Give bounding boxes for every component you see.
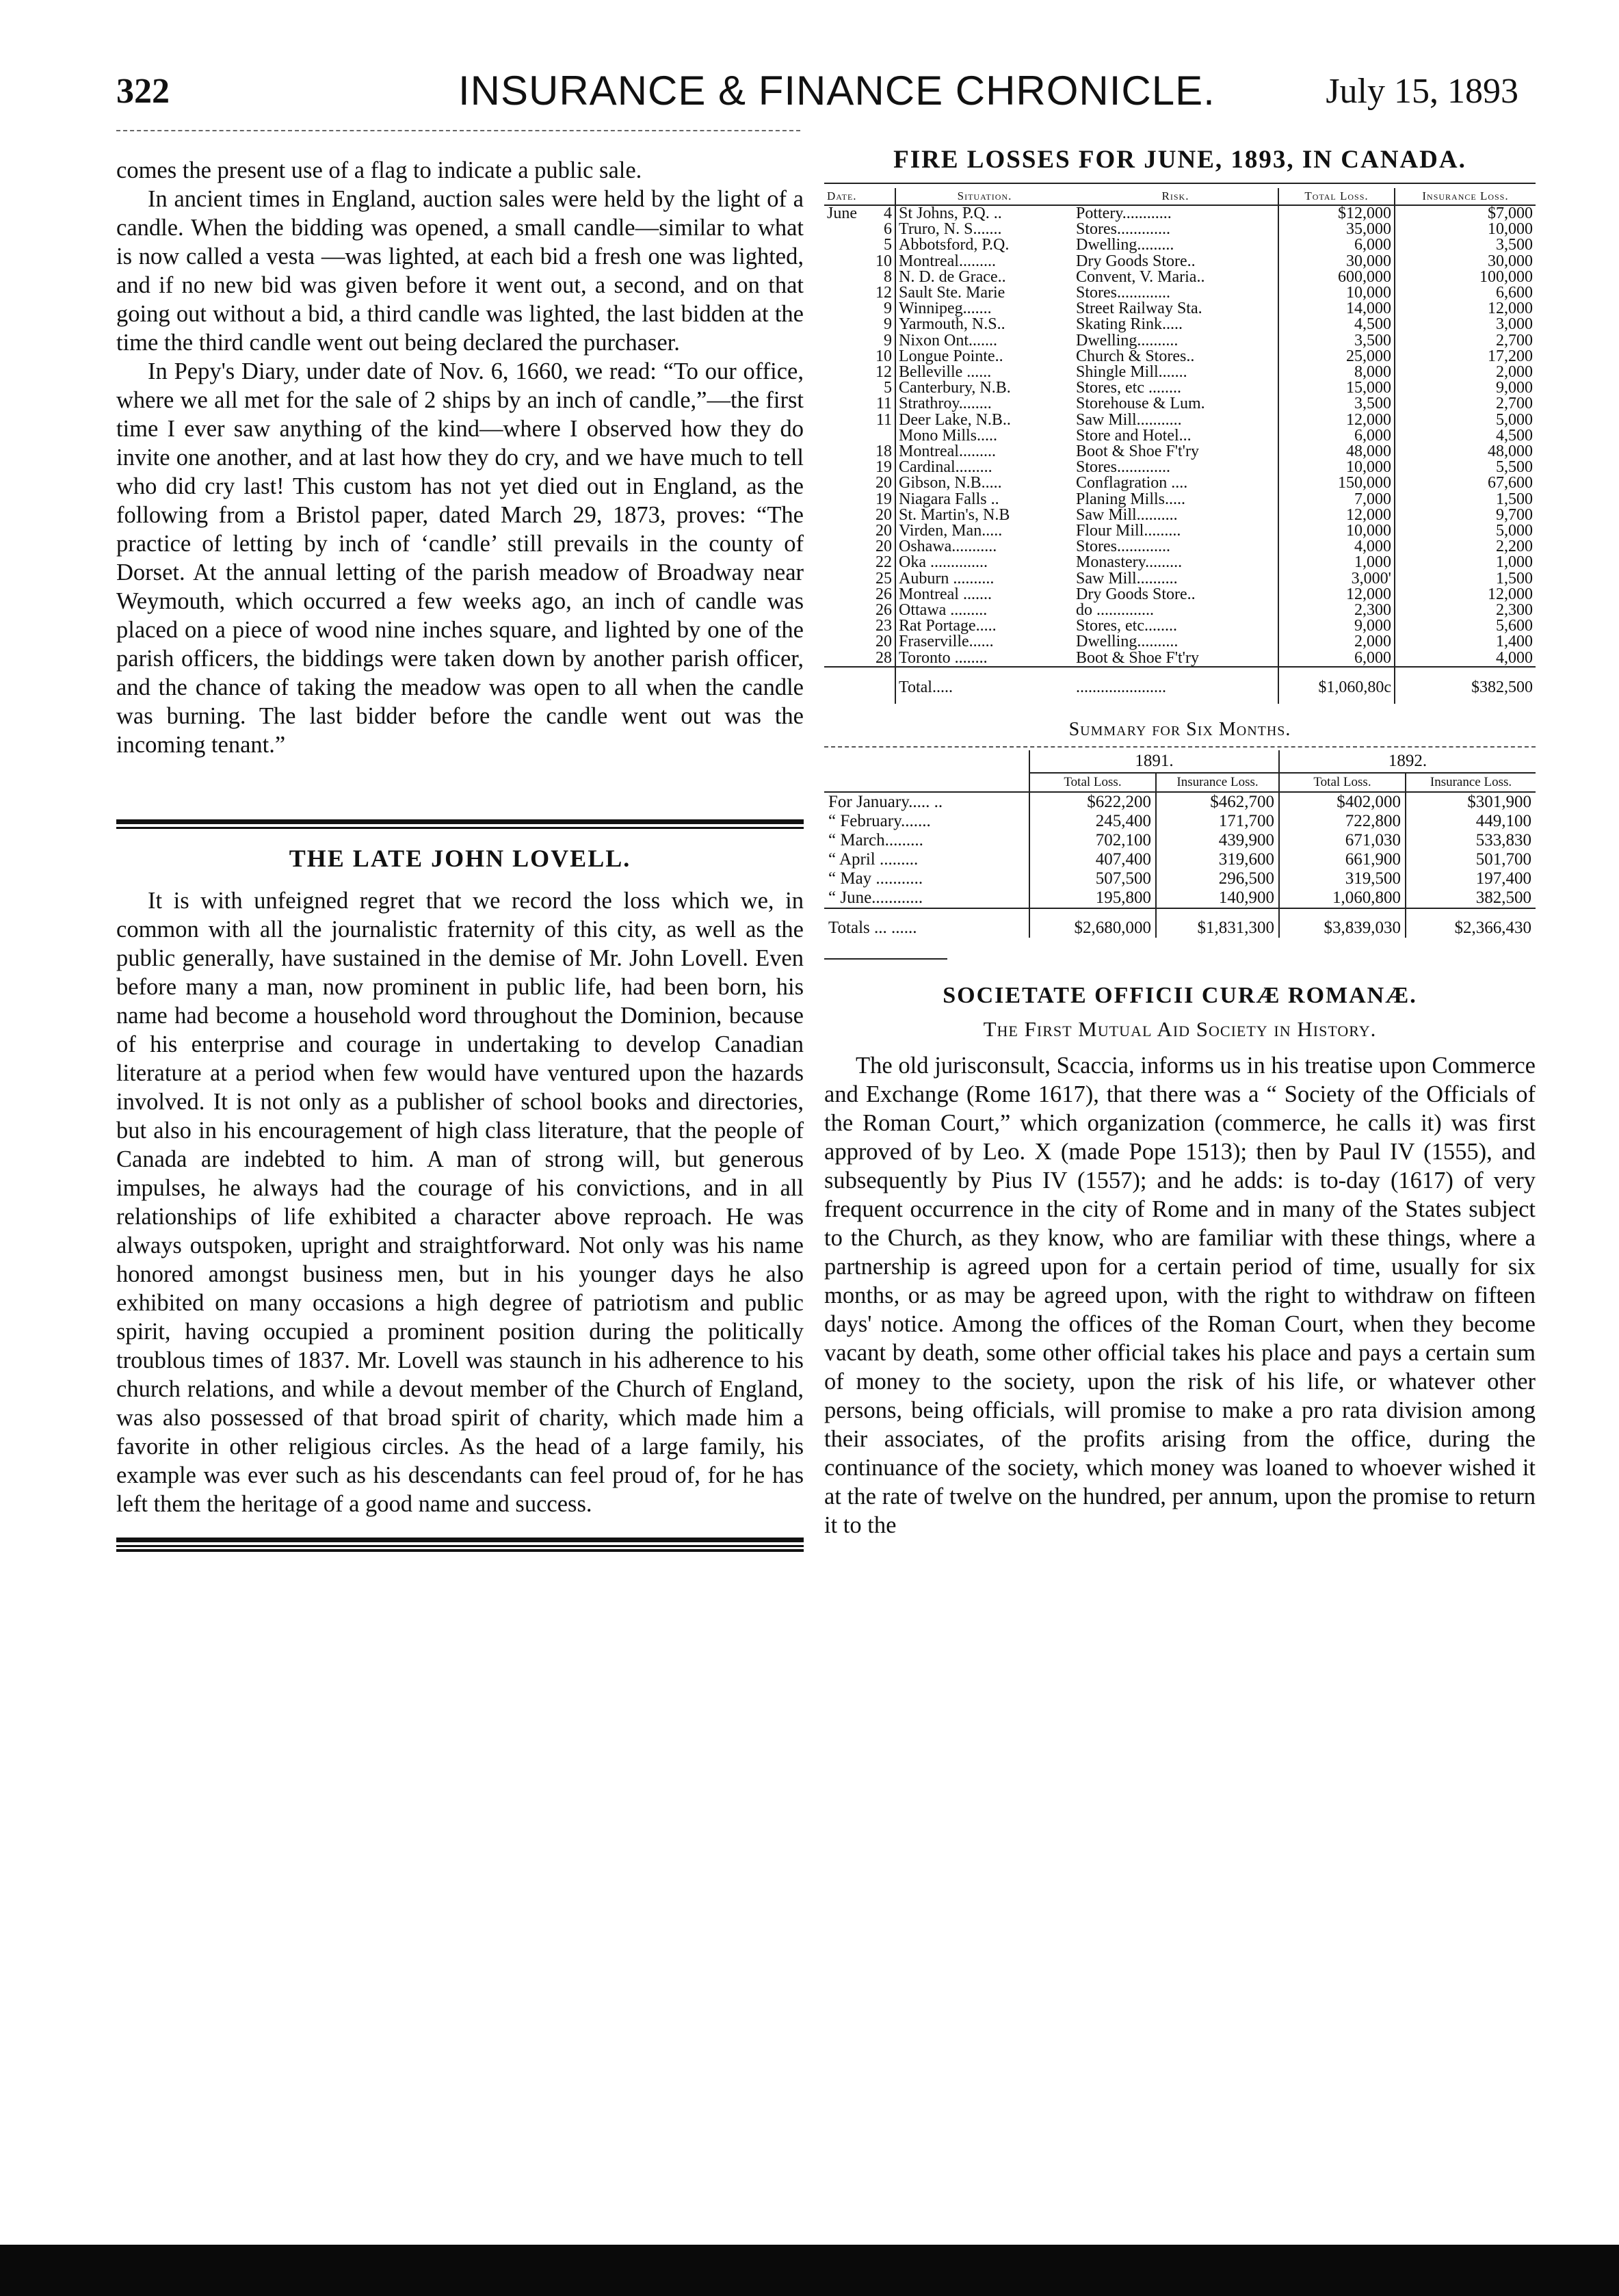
page-number: 322 [116,72,170,111]
row-total-loss: 12,000 [1278,507,1395,523]
row-day: 26 [876,601,892,620]
row-insurance-loss: 12,000 [1395,301,1536,317]
fire-table-row [824,618,1536,634]
row-situation: Virden, Man..... [895,523,1073,539]
row-day: 23 [876,617,892,635]
row-situation: Montreal......... [895,444,1073,460]
row-insurance-loss: 1,400 [1395,634,1536,650]
row-risk: Stores............. [1076,538,1170,556]
scan-edge-bar [0,2245,1619,2296]
row-total-loss: 600,000 [1278,269,1395,285]
header-rule [116,130,800,131]
row-month [824,555,867,570]
row-month [824,269,867,285]
summary-value: 319,600 [1156,850,1279,869]
summary-year-row [824,750,1536,773]
row-total-loss: 3,500 [1278,396,1395,412]
fire-table-row [824,396,1536,412]
summary-value: 533,830 [1406,831,1536,850]
row-month [824,603,867,618]
summary-table-body [824,792,1536,938]
row-risk: Stores............. [1076,458,1170,477]
fire-table-row [824,317,1536,332]
row-insurance-loss: 4,000 [1395,650,1536,667]
summary-value: 671,030 [1279,831,1406,850]
summary-value: 171,700 [1156,812,1279,831]
row-insurance-loss: 1,500 [1395,492,1536,507]
row-risk: Planing Mills..... [1076,490,1186,508]
row-insurance-loss: 3,000 [1395,317,1536,332]
total-spacer [824,667,867,704]
row-month [824,254,867,269]
row-month [824,380,867,396]
row-situation: N. D. de Grace.. [895,269,1073,285]
row-situation: Longue Pointe.. [895,349,1073,365]
row-total-loss: 48,000 [1278,444,1395,460]
row-insurance-loss: 9,000 [1395,380,1536,396]
row-total-loss: 6,000 [1278,237,1395,253]
societate-subtitle: The First Mutual Aid Society in History. [983,1017,1377,1042]
fire-table-row [824,444,1536,460]
row-insurance-loss: 4,500 [1395,428,1536,444]
row-total-loss: 10,000 [1278,523,1395,539]
summary-value: $2,680,000 [1029,908,1156,938]
summary-label: For January..... .. [828,793,943,812]
summary-subheader-row [824,773,1536,792]
summary-value: 407,400 [1029,850,1156,869]
fire-table-row [824,285,1536,301]
fire-table-row [824,349,1536,365]
fire-table-row [824,523,1536,539]
row-month [824,285,867,301]
row-total-loss: 14,000 [1278,301,1395,317]
masthead-title: INSURANCE & FINANCE CHRONICLE. [458,68,1215,114]
fire-table-row [824,555,1536,570]
fire-table-row [824,237,1536,253]
summary-label: “ April ......... [828,850,919,869]
summary-label: “ June............ [828,888,923,908]
summary-row [824,869,1536,888]
row-risk: Monastery......... [1076,553,1183,572]
row-insurance-loss: 48,000 [1395,444,1536,460]
row-risk: Church & Stores.. [1076,347,1195,365]
summary-value: 195,800 [1029,888,1156,908]
row-month [824,475,867,491]
row-month [824,492,867,507]
row-insurance-loss: 67,600 [1395,475,1536,491]
summary-value: $301,900 [1406,792,1536,812]
row-total-loss: 4,000 [1278,539,1395,555]
row-risk: Boot & Shoe F't'ry [1076,443,1199,461]
row-month [824,650,867,667]
row-situation: Strathroy........ [895,396,1073,412]
row-insurance-loss: 1,500 [1395,571,1536,587]
summary-value: $1,831,300 [1156,908,1279,938]
row-insurance-loss: 17,200 [1395,349,1536,365]
row-insurance-loss: 5,000 [1395,412,1536,428]
row-insurance-loss: 2,000 [1395,365,1536,380]
row-day: 26 [876,585,892,603]
fire-losses-table [824,188,1536,704]
summary-value: 245,400 [1029,812,1156,831]
row-situation: Rat Portage..... [895,618,1073,634]
row-day: 19 [876,458,892,477]
row-situation: Truro, N. S....... [895,222,1073,237]
row-risk: Dry Goods Store.. [1076,252,1196,270]
row-month [824,222,867,237]
row-day: 18 [876,443,892,461]
row-total-loss: 10,000 [1278,285,1395,301]
summary-label: “ February....... [828,812,931,831]
row-month [824,460,867,475]
row-situation: Auburn .......... [895,571,1073,587]
summary-totals-row [824,908,1536,938]
fire-table-row [824,587,1536,603]
end-divider-thin [116,1549,804,1552]
row-situation: Oshawa........... [895,539,1073,555]
row-month [824,634,867,650]
total-spacer [867,667,895,704]
row-insurance-loss: 10,000 [1395,222,1536,237]
row-insurance-loss: 100,000 [1395,269,1536,285]
summary-value: 449,100 [1406,812,1536,831]
row-situation: St Johns, P.Q. .. [895,205,1073,222]
summary-row [824,850,1536,869]
fire-table-row [824,365,1536,380]
fire-table-header [824,188,1536,205]
row-month [824,444,867,460]
row-insurance-loss: 30,000 [1395,254,1536,269]
row-day: 20 [876,633,892,651]
page-header [116,67,1518,122]
row-month [824,587,867,603]
row-risk: Flour Mill......... [1076,522,1181,540]
row-month [824,539,867,555]
header-situation: Situation. [895,188,1073,205]
subheader-total-1892: Total Loss. [1279,773,1406,792]
row-situation: Sault Ste. Marie [895,285,1073,301]
societate-title: SOCIETATE OFFICII CURÆ ROMANÆ. [943,983,1417,1009]
row-total-loss: $12,000 [1278,205,1395,222]
row-day [867,428,895,444]
row-day: 20 [876,538,892,556]
row-total-loss: 35,000 [1278,222,1395,237]
table-top-rule [824,183,1536,184]
summary-value: 1,060,800 [1279,888,1406,908]
row-risk: Dwelling.......... [1076,633,1179,651]
row-day: 20 [876,522,892,540]
row-day: 9 [884,300,892,318]
row-total-loss: 2,000 [1278,634,1395,650]
total-label: Total..... [895,667,1073,704]
row-month [824,412,867,428]
year-1892: 1892. [1279,750,1536,773]
summary-value: 722,800 [1279,812,1406,831]
row-risk: Saw Mill........... [1076,410,1182,429]
total-dots: ...................... [1076,678,1166,696]
fire-table-row [824,222,1536,237]
row-month [824,237,867,253]
row-month [824,317,867,332]
fire-table-row [824,412,1536,428]
left-column [116,137,804,1552]
row-month [824,301,867,317]
row-risk: Dwelling.......... [1076,331,1179,349]
row-insurance-loss: 2,300 [1395,603,1536,618]
total-insurance: $382,500 [1395,667,1536,704]
summary-value: 507,500 [1029,869,1156,888]
row-month: June [827,204,857,222]
row-insurance-loss: 6,600 [1395,285,1536,301]
row-insurance-loss: 5,500 [1395,460,1536,475]
summary-value: 140,900 [1156,888,1279,908]
summary-row [824,792,1536,812]
row-total-loss: 150,000 [1278,475,1395,491]
row-situation: Niagara Falls .. [895,492,1073,507]
societate-article: The old jurisconsult, Scaccia, informs us in his treatise upon Commerce and Exchange (Rome 1617), that there was a “ Society of the Officials of the Roman Court,” which organization (commerce, he calls it) was first approved of by Leo. X (made Pope 1513); then by Paul IV (1555), and subsequently by Pius IV (1557); and he adds: is to-day (1617) of very frequent occurrence in the city of Rome and in many of the States subject to the Church, as they know, who are familiar with these things, where a partnership is agreed upon for a certain period of time, usually for six months, or as may be agreed upon, with the right to withdraw on fifteen days' notice. Among the offices of the Roman Court, when they become vacant by death, some other official takes his place and pays a certain sum of money to the society, upon the risk of his life, or whatever other persons, being officials, will promise to make a pro rata division among their associates, of the profits arising from the office, during the continuance of the society, which money was loaned to whoever wished it at the rate of twelve on the hundred, per annum, upon the promise to return it to the [824,1053,1536,1539]
row-day: 10 [876,252,892,270]
summary-row [824,831,1536,850]
section-divider [116,819,804,829]
row-risk: Skating Rink..... [1076,315,1183,334]
fire-table-row [824,603,1536,618]
row-situation: Oka .............. [895,555,1073,570]
intro-paragraph-2: In ancient times in England, auction sales were held by the light of a candle. When the bidding was opened, a small candle—similar to what is now called a vesta —was lighted, at each bid a fresh one was lighted, and if no new bid was given before it went out, a second, and on that going out without a bid, a third candle was lighted, the last bidden at the time the third candle went out being declared the purchaser. [116,186,804,356]
row-month [824,365,867,380]
row-month [824,428,867,444]
row-month [824,396,867,412]
summary-value: 702,100 [1029,831,1156,850]
row-total-loss: 2,300 [1278,603,1395,618]
row-situation: Canterbury, N.B. [895,380,1073,396]
row-total-loss: 10,000 [1278,460,1395,475]
row-total-loss: 8,000 [1278,365,1395,380]
row-day: 19 [876,490,892,508]
fire-table-row [824,380,1536,396]
row-day: 5 [884,379,892,397]
row-day: 20 [876,474,892,492]
total-loss: $1,060,80c [1278,667,1395,704]
subheader-insurance-1891: Insurance Loss. [1156,773,1279,792]
row-risk: Street Railway Sta. [1076,300,1202,318]
row-risk: do .............. [1076,601,1154,620]
row-day: 9 [884,331,892,349]
row-insurance-loss: 2,700 [1395,396,1536,412]
row-risk: Dry Goods Store.. [1076,585,1196,603]
row-risk: Pottery............ [1076,204,1172,222]
row-month [824,618,867,634]
fire-table-row [824,333,1536,349]
fire-table-title: FIRE LOSSES FOR JUNE, 1893, IN CANADA. [893,146,1466,174]
summary-value: $402,000 [1279,792,1406,812]
fire-table-row [824,428,1536,444]
summary-table [824,750,1536,938]
row-day: 8 [884,267,892,286]
row-situation: Abbotsford, P.Q. [895,237,1073,253]
row-risk: Saw Mill.......... [1076,505,1178,524]
row-month [824,571,867,587]
header-risk: Risk. [1161,189,1189,202]
row-risk: Dwelling......... [1076,236,1174,254]
subheader-total-1891: Total Loss. [1029,773,1156,792]
row-insurance-loss: $7,000 [1395,205,1536,222]
row-day: 6 [884,220,892,239]
fire-table-total-row [824,667,1536,704]
row-situation: Cardinal......... [895,460,1073,475]
row-insurance-loss: 5,000 [1395,523,1536,539]
row-total-loss: 12,000 [1278,412,1395,428]
row-day: 28 [876,648,892,667]
fire-table-row [824,634,1536,650]
summary-value: 661,900 [1279,850,1406,869]
row-day: 20 [876,505,892,524]
summary-row [824,888,1536,908]
row-insurance-loss: 2,200 [1395,539,1536,555]
row-insurance-loss: 1,000 [1395,555,1536,570]
row-risk: Convent, V. Maria.. [1076,267,1205,286]
summary-value: 296,500 [1156,869,1279,888]
row-total-loss: 7,000 [1278,492,1395,507]
row-total-loss: 6,000 [1278,650,1395,667]
end-divider [116,1538,804,1547]
fire-table-row [824,650,1536,667]
row-risk: Conflagration .... [1076,474,1188,492]
summary-value: 319,500 [1279,869,1406,888]
row-risk: Storehouse & Lum. [1076,395,1205,413]
summary-value: 501,700 [1406,850,1536,869]
row-insurance-loss: 3,500 [1395,237,1536,253]
row-situation: Montreal......... [895,254,1073,269]
fire-table-row [824,539,1536,555]
row-situation: St. Martin's, N.B [895,507,1073,523]
header-total-loss: Total Loss. [1278,188,1395,205]
issue-date: July 15, 1893 [1326,72,1518,111]
row-situation: Montreal ....... [895,587,1073,603]
row-risk: Shingle Mill....... [1076,363,1187,382]
row-total-loss: 4,500 [1278,317,1395,332]
row-total-loss: 25,000 [1278,349,1395,365]
summary-label: “ March......... [828,831,923,850]
right-column [824,137,1536,1540]
row-situation: Belleville ...... [895,365,1073,380]
row-day: 11 [876,410,892,429]
year-1891: 1891. [1029,750,1279,773]
intro-paragraph-1: comes the present use of a flag to indicate a public sale. [116,157,642,183]
fire-table-row [824,460,1536,475]
row-situation: Winnipeg....... [895,301,1073,317]
header-date: Date. [827,189,857,202]
subheader-insurance-1892: Insurance Loss. [1406,773,1536,792]
row-total-loss: 3,500 [1278,333,1395,349]
row-day: 9 [884,315,892,334]
summary-bottom-rule [824,958,947,960]
row-day: 22 [876,553,892,572]
row-risk: Boot & Shoe F't'ry [1076,648,1199,667]
row-risk: Stores, etc ........ [1076,379,1181,397]
fire-table-body [824,205,1536,704]
row-day: 4 [884,204,892,222]
row-risk: Saw Mill.......... [1076,569,1178,588]
row-total-loss: 15,000 [1278,380,1395,396]
header-insurance-loss: Insurance Loss. [1395,188,1536,205]
row-month [824,507,867,523]
fire-table-row [824,254,1536,269]
row-day: 10 [876,347,892,365]
row-day: 5 [884,236,892,254]
row-insurance-loss: 5,600 [1395,618,1536,634]
row-risk: Store and Hotel... [1076,426,1192,445]
row-total-loss: 6,000 [1278,428,1395,444]
row-situation: Mono Mills..... [895,428,1073,444]
row-total-loss: 3,000' [1278,571,1395,587]
fire-table-row [824,475,1536,491]
summary-value: 439,900 [1156,831,1279,850]
row-day: 12 [876,363,892,382]
row-day: 12 [876,284,892,302]
row-risk: Stores............. [1076,284,1170,302]
fire-table-row [824,205,1536,222]
fire-table-row [824,492,1536,507]
row-risk: Stores............. [1076,220,1170,239]
summary-label: “ May ........... [828,869,923,888]
lovell-title: THE LATE JOHN LOVELL. [289,845,631,872]
row-situation: Deer Lake, N.B.. [895,412,1073,428]
row-risk: Stores, etc........ [1076,617,1177,635]
fire-table-row [824,507,1536,523]
row-insurance-loss: 2,700 [1395,333,1536,349]
row-month [824,333,867,349]
summary-value: $2,366,430 [1406,908,1536,938]
row-situation: Ottawa ......... [895,603,1073,618]
summary-label: Totals ... ...... [828,919,917,938]
summary-value: 382,500 [1406,888,1536,908]
summary-value: $462,700 [1156,792,1279,812]
summary-title: Summary for Six Months. [1068,719,1291,741]
row-month [824,523,867,539]
row-total-loss: 30,000 [1278,254,1395,269]
lovell-article: It is with unfeigned regret that we record the loss which we, in common with all the journalistic fraternity of this city, as well as the public generally, have sustained in the demise of Mr. John Lovell. Even before many a man, now prominent in public life, had been born, his name had become a household word throughout the Dominion, because of his enterprise and courage in undertaking to develop Canadian literature at a period when few would have ventured upon the hazards involved. It is not only as a publisher of school books and directories, but also in his encouragement of high class literature, that the people of Canada are indebted to him. A man of strong will, but generous impulses, he always had the courage of his convictions, and in all relationships of life exhibited a character above reproach. He was always outspoken, upright and straightforward. Not only was his name honored amongst business men, but in his younger days he also exhibited on many occasions a high degree of patriotism and public spirit, having occupied a prominent position during the politically troublous times of 1837. Mr. Lovell was staunch in his adherence to his church relations, and while a devout member of the Church of England, was also possessed of that broad spirit of charity, which made him a favorite in other religious circles. As the head of a large family, his example was ever such as his descendants can feel proud of, for he has left them the heritage of a good name and success. [116,888,804,1517]
summary-top-rule [824,746,1536,748]
row-situation: Fraserville...... [895,634,1073,650]
fire-table-row [824,269,1536,285]
summary-row [824,812,1536,831]
row-situation: Toronto ........ [895,650,1073,667]
summary-value: $622,200 [1029,792,1156,812]
row-situation: Yarmouth, N.S.. [895,317,1073,332]
fire-table-row [824,301,1536,317]
row-situation: Gibson, N.B..... [895,475,1073,491]
row-day: 25 [876,569,892,588]
intro-paragraph-3: In Pepy's Diary, under date of Nov. 6, 1660, we read: “To our office, where we all met for the sale of 2 ships by an inch of candle,”—the first time I ever saw anything of the kind—where I observed how they do invite one another, and at last how they do cry, and we have much to tell who did cry last! This custom has not yet died out in England, as the following from a Bristol paper, dated March 29, 1873, proves: “The practice of letting by inch of ‘candle’ still prevails in the county of Dorset. At the annual letting of the parish meadow of Broadway near Weymouth, which occurred a few weeks ago, an inch of candle was placed on a piece of wood nine inches square, and lighted by one of the parish officers, the biddings were taken down by another parish officer, and the chance of taking the meadow was open to all when the candle was burning. The last bidder before the candle went out was the incoming tenant.” [116,358,804,758]
summary-value: $3,839,030 [1279,908,1406,938]
fire-table-row [824,571,1536,587]
row-situation: Nixon Ont....... [895,333,1073,349]
row-total-loss: 9,000 [1278,618,1395,634]
row-total-loss: 12,000 [1278,587,1395,603]
row-total-loss: 1,000 [1278,555,1395,570]
row-day: 11 [876,395,892,413]
summary-value: 197,400 [1406,869,1536,888]
row-insurance-loss: 9,700 [1395,507,1536,523]
row-month [824,349,867,365]
row-insurance-loss: 12,000 [1395,587,1536,603]
